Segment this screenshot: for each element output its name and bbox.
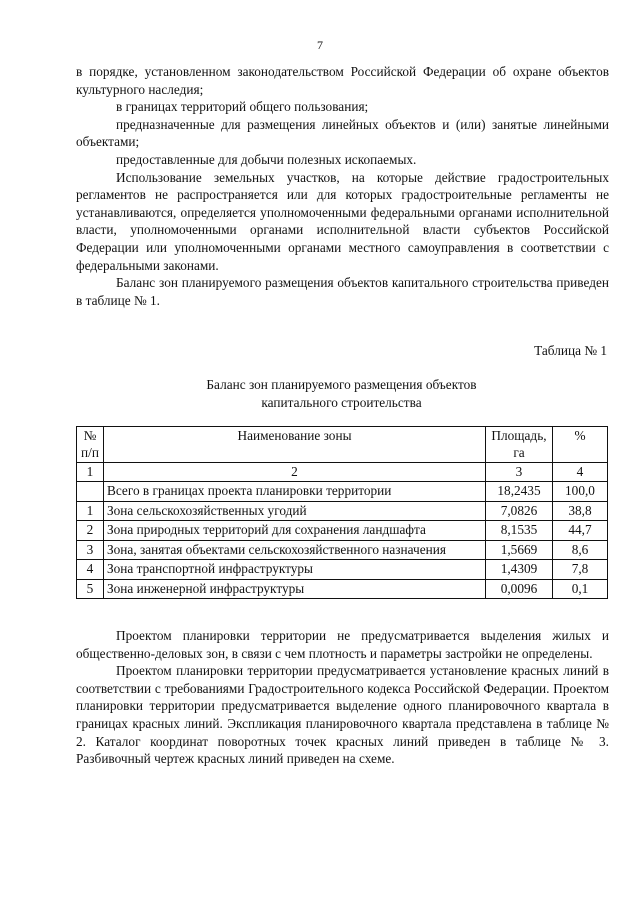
- header-name: Наименование зоны: [104, 427, 486, 463]
- page-number: 7: [317, 38, 323, 52]
- paragraph: предоставленные для добычи полезных ископаемых.: [116, 151, 417, 167]
- paragraph: в порядке, установленном законодательством Российской Федерации об охране объектов культурного наследия;: [76, 64, 609, 97]
- cell-num: 3: [77, 540, 104, 560]
- column-number: 2: [104, 463, 486, 482]
- zones-balance-table: [76, 426, 608, 599]
- paragraph: Проектом планировки территории предусматривается установление красных линий в соответствии с требованиями Градостроительного кодекса Российской Федерации. Проектом планировки территории предусматривается выделение одного планировочного квартала в границах красных линий. Экспликация планировочного квартала представлена в таблице № 2. Каталог координат поворотных точек красных линий приведен в таблице № 3. Разбивочный чертеж красных линий приведен на схеме.: [76, 663, 609, 767]
- cell-pct: 0,1: [553, 579, 608, 599]
- table-row: [77, 540, 608, 560]
- cell-area: 18,2435: [486, 482, 553, 502]
- cell-pct: 44,7: [553, 521, 608, 541]
- table-title-line: капитального строительства: [261, 394, 422, 410]
- table-title: [76, 376, 607, 411]
- table-row: [77, 579, 608, 599]
- table-title-line: Баланс зон планируемого размещения объектов: [206, 377, 477, 392]
- column-number: 3: [486, 463, 553, 482]
- cell-num: [77, 482, 104, 502]
- header-num: № п/п: [77, 427, 104, 463]
- column-number: 1: [77, 463, 104, 482]
- table-row: [77, 501, 608, 521]
- cell-area: 0,0096: [486, 579, 553, 599]
- column-number: 4: [553, 463, 608, 482]
- paragraph: Использование земельных участков, на которые действие градостроительных регламентов не распространяется или для которых градостроительные регламенты не устанавливаются, определяется уполномоченными федеральными органами исполнительной власти, уполномоченными органами исполнительной власти субъектов Российской Федерации или уполномоченными органами местного самоуправления в соответствии с федеральными законами.: [76, 169, 609, 273]
- table-row: [77, 482, 608, 502]
- cell-num: 2: [77, 521, 104, 541]
- cell-name: Зона инженерной инфраструктуры: [104, 579, 486, 599]
- top-text-block: [76, 63, 609, 309]
- cell-area: 7,0826: [486, 501, 553, 521]
- cell-area: 1,5669: [486, 540, 553, 560]
- table-caption: Таблица № 1: [534, 343, 607, 358]
- cell-pct: 8,6: [553, 540, 608, 560]
- cell-num: 5: [77, 579, 104, 599]
- cell-num: 4: [77, 560, 104, 580]
- cell-pct: 100,0: [553, 482, 608, 502]
- paragraph: предназначенные для размещения линейных объектов и (или) занятые линейными объектами;: [76, 116, 609, 150]
- table-row: [77, 560, 608, 580]
- paragraph: в границах территорий общего пользования;: [116, 99, 369, 115]
- cell-num: 1: [77, 501, 104, 521]
- table-header-row: [77, 427, 608, 463]
- cell-name: Всего в границах проекта планировки территории: [104, 482, 486, 502]
- header-pct: %: [553, 427, 608, 463]
- cell-pct: 7,8: [553, 560, 608, 580]
- cell-area: 1,4309: [486, 560, 553, 580]
- cell-name: Зона транспортной инфраструктуры: [104, 560, 486, 580]
- paragraph: Проектом планировки территории не предусматривается выделения жилых и общественно-деловых зон, в связи с чем плотность и параметры застройки не определены.: [76, 628, 609, 661]
- cell-name: Зона природных территорий для сохранения ландшафта: [104, 521, 486, 541]
- bottom-text-block: [76, 627, 609, 768]
- cell-area: 8,1535: [486, 521, 553, 541]
- table-column-numbers-row: [77, 463, 608, 482]
- cell-pct: 38,8: [553, 501, 608, 521]
- cell-name: Зона сельскохозяйственных угодий: [104, 501, 486, 521]
- table-row: [77, 521, 608, 541]
- cell-name: Зона, занятая объектами сельскохозяйственного назначения: [104, 540, 486, 560]
- paragraph: Баланс зон планируемого размещения объектов капитального строительства приведен в таблице № 1.: [76, 275, 609, 308]
- header-area: Площадь, га: [486, 427, 553, 463]
